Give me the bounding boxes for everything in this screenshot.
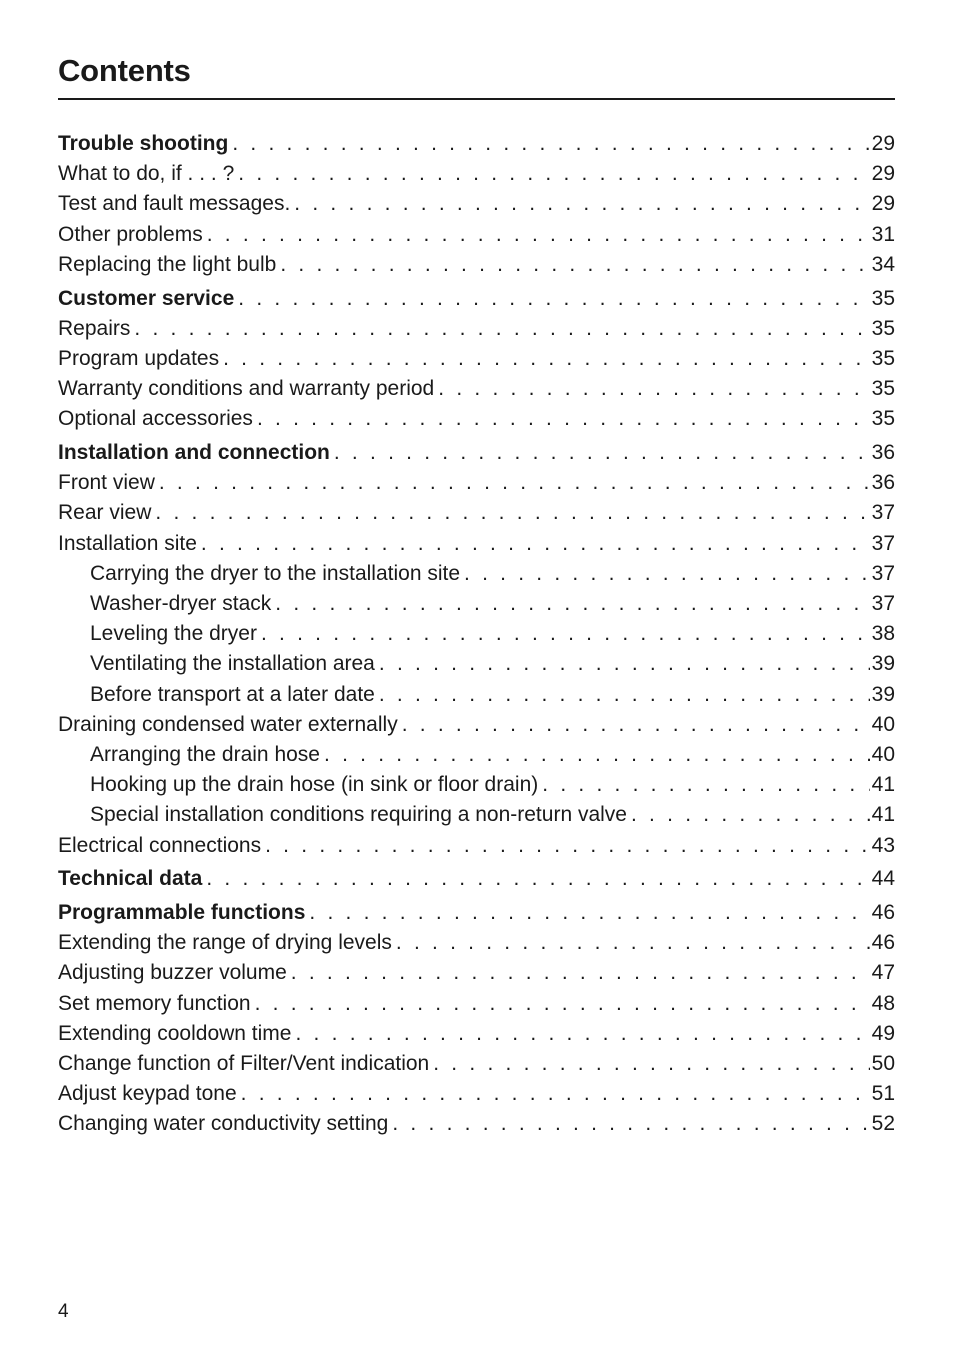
- toc-dot-leader: [290, 189, 869, 219]
- toc-entry-label: Test and fault messages.: [58, 192, 291, 216]
- toc-dot-leader: [197, 529, 870, 559]
- toc-dot-leader: [291, 1019, 869, 1049]
- toc-entry-label: Change function of Filter/Vent indication: [58, 1052, 430, 1075]
- toc-entry[interactable]: [58, 220, 895, 250]
- toc-entry-label: Washer-dryer stack: [90, 592, 272, 615]
- toc-entry[interactable]: [58, 498, 895, 528]
- toc-entry-page-number: 37: [871, 531, 895, 555]
- toc-entry-page-number: 39: [871, 652, 895, 676]
- toc-section-entry[interactable]: [58, 438, 895, 468]
- toc-entry-label: Optional accessories: [58, 407, 253, 431]
- toc-entry-label: Carrying the dryer to the installation site: [90, 561, 461, 585]
- toc-entry[interactable]: [58, 468, 895, 498]
- toc-entry-label: Rear view: [58, 501, 152, 525]
- toc-entry[interactable]: [58, 989, 895, 1019]
- toc-dot-leader: [287, 958, 870, 988]
- toc-entry-label: Changing water conductivity setting: [58, 1112, 389, 1136]
- toc-entry-label: Installation and connection: [58, 441, 330, 465]
- toc-dot-leader: [434, 374, 869, 404]
- toc-entry-label: Set memory function: [58, 991, 251, 1015]
- toc-dot-leader: [203, 220, 870, 250]
- toc-dot-leader: [398, 710, 870, 740]
- toc-entry-page-number: 36: [871, 471, 895, 495]
- toc-entry-label: Trouble shooting: [58, 132, 229, 155]
- toc-entry-label: What to do, if . . . ?: [58, 162, 235, 186]
- page-number: 4: [58, 1301, 69, 1322]
- toc-entry-label: Adjust keypad tone: [58, 1082, 237, 1106]
- toc-dot-leader: [202, 864, 869, 894]
- toc-section-entry[interactable]: [58, 864, 895, 894]
- toc-entry[interactable]: [58, 831, 895, 861]
- toc-entry[interactable]: [58, 1019, 895, 1049]
- toc-entry-label: Arranging the drain hose: [90, 742, 320, 766]
- toc-entry[interactable]: [58, 374, 895, 404]
- toc-entry[interactable]: [58, 649, 895, 679]
- toc-entry-page-number: 43: [871, 833, 895, 857]
- toc-entry[interactable]: [58, 740, 895, 770]
- toc-entry-label: Ventilating the installation area: [90, 652, 375, 676]
- toc-entry-page-number: 52: [871, 1112, 895, 1136]
- toc-entry-page-number: 36: [871, 441, 895, 465]
- toc-dot-leader: [305, 898, 869, 928]
- toc-entry-page-number: 40: [871, 742, 895, 766]
- toc-section-entry[interactable]: [58, 898, 895, 928]
- toc-entry-label: Installation site: [58, 531, 197, 555]
- toc-entry-page-number: 31: [871, 222, 895, 246]
- toc-entry[interactable]: [58, 189, 895, 219]
- toc-entry-page-number: 46: [871, 901, 895, 925]
- toc-entry-page-number: 35: [871, 346, 895, 370]
- toc-dot-leader: [130, 314, 869, 344]
- toc-entry[interactable]: [58, 1109, 895, 1139]
- toc-entry-page-number: 37: [871, 501, 895, 525]
- page-title: Contents: [58, 53, 191, 88]
- toc-dot-leader: [538, 770, 869, 800]
- toc-entry[interactable]: [58, 800, 895, 830]
- toc-entry[interactable]: [58, 680, 895, 710]
- toc-entry[interactable]: [58, 958, 895, 988]
- toc-entry[interactable]: [58, 250, 895, 280]
- toc-entry-page-number: 41: [871, 803, 895, 827]
- toc-entry-page-number: 44: [871, 867, 895, 891]
- toc-entry-page-number: 34: [871, 252, 895, 276]
- toc-entry-page-number: 40: [871, 712, 895, 736]
- toc-dot-leader: [234, 284, 869, 314]
- toc-dot-leader: [271, 589, 869, 619]
- toc-dot-leader: [627, 800, 870, 830]
- toc-entry-label: Warranty conditions and warranty period: [58, 377, 435, 401]
- toc-entry-page-number: 47: [871, 961, 895, 985]
- toc-entry-page-number: 50: [871, 1052, 895, 1075]
- toc-entry-page-number: 48: [871, 991, 895, 1015]
- toc-entry-page-number: 37: [871, 592, 895, 615]
- toc-entry-page-number: 29: [871, 192, 895, 216]
- toc-entry[interactable]: [58, 1079, 895, 1109]
- toc-entry[interactable]: [58, 559, 895, 589]
- toc-dot-leader: [155, 468, 870, 498]
- toc-entry-label: Adjusting buzzer volume: [58, 961, 287, 985]
- table-of-contents: [58, 129, 895, 1140]
- toc-entry-label: Draining condensed water externally: [58, 712, 398, 736]
- toc-entry-label: Electrical connections: [58, 833, 262, 857]
- toc-entry-page-number: 35: [871, 316, 895, 340]
- toc-entry-page-number: 35: [871, 377, 895, 401]
- toc-entry-label: Programmable functions: [58, 901, 306, 925]
- toc-entry-page-number: 29: [871, 162, 895, 186]
- toc-entry[interactable]: [58, 1049, 895, 1079]
- toc-dot-leader: [237, 1079, 870, 1109]
- toc-section-entry[interactable]: [58, 129, 895, 159]
- toc-entry[interactable]: [58, 404, 895, 434]
- toc-entry-label: Leveling the dryer: [90, 622, 257, 646]
- toc-dot-leader: [460, 559, 870, 589]
- toc-entry-label: Other problems: [58, 222, 203, 246]
- toc-entry-page-number: 38: [871, 622, 895, 646]
- toc-entry[interactable]: [58, 619, 895, 649]
- toc-entry[interactable]: [58, 770, 895, 800]
- toc-dot-leader: [251, 989, 870, 1019]
- toc-entry[interactable]: [58, 159, 895, 189]
- toc-entry-page-number: 37: [871, 561, 895, 585]
- toc-entry[interactable]: [58, 529, 895, 559]
- toc-entry[interactable]: [58, 710, 895, 740]
- toc-dot-leader: [276, 250, 869, 280]
- toc-entry-label: Special installation conditions requiring a non-return valve: [90, 803, 627, 827]
- toc-entry[interactable]: [58, 589, 895, 619]
- toc-dot-leader: [228, 129, 869, 159]
- toc-dot-leader: [253, 404, 870, 434]
- toc-entry-label: Program updates: [58, 346, 220, 370]
- toc-entry[interactable]: [58, 344, 895, 374]
- toc-entry-page-number: 46: [871, 931, 895, 955]
- toc-entry-page-number: 35: [871, 407, 895, 431]
- toc-dot-leader: [151, 498, 869, 528]
- toc-entry-page-number: 29: [871, 132, 895, 155]
- toc-entry-label: Technical data: [58, 867, 203, 891]
- toc-entry[interactable]: [58, 928, 895, 958]
- toc-entry-label: Customer service: [58, 286, 235, 310]
- toc-dot-leader: [375, 680, 870, 710]
- toc-entry-label: Front view: [58, 471, 155, 495]
- toc-dot-leader: [257, 619, 870, 649]
- toc-dot-leader: [219, 344, 870, 374]
- toc-entry-label: Before transport at a later date: [90, 682, 375, 706]
- toc-dot-leader: [392, 928, 870, 958]
- toc-dot-leader: [429, 1049, 869, 1079]
- toc-entry-page-number: 49: [871, 1021, 895, 1045]
- toc-entry-label: Extending cooldown time: [58, 1021, 292, 1045]
- toc-dot-leader: [375, 649, 870, 679]
- toc-entry[interactable]: [58, 314, 895, 344]
- title-divider: [58, 98, 895, 100]
- toc-dot-leader: [261, 831, 870, 861]
- toc-entry-page-number: 39: [871, 682, 895, 706]
- toc-entry-label: Extending the range of drying levels: [58, 931, 392, 955]
- toc-dot-leader: [320, 740, 870, 770]
- toc-dot-leader: [234, 159, 869, 189]
- toc-entry-label: Replacing the light bulb: [58, 252, 277, 276]
- toc-entry-page-number: 41: [871, 773, 895, 797]
- toc-entry-label: Hooking up the drain hose (in sink or floor drain): [90, 773, 539, 797]
- toc-entry-page-number: 51: [871, 1082, 895, 1106]
- toc-dot-leader: [330, 438, 870, 468]
- toc-section-entry[interactable]: [58, 284, 895, 314]
- toc-entry-page-number: 35: [871, 286, 895, 310]
- toc-dot-leader: [388, 1109, 869, 1139]
- toc-entry-label: Repairs: [58, 316, 131, 340]
